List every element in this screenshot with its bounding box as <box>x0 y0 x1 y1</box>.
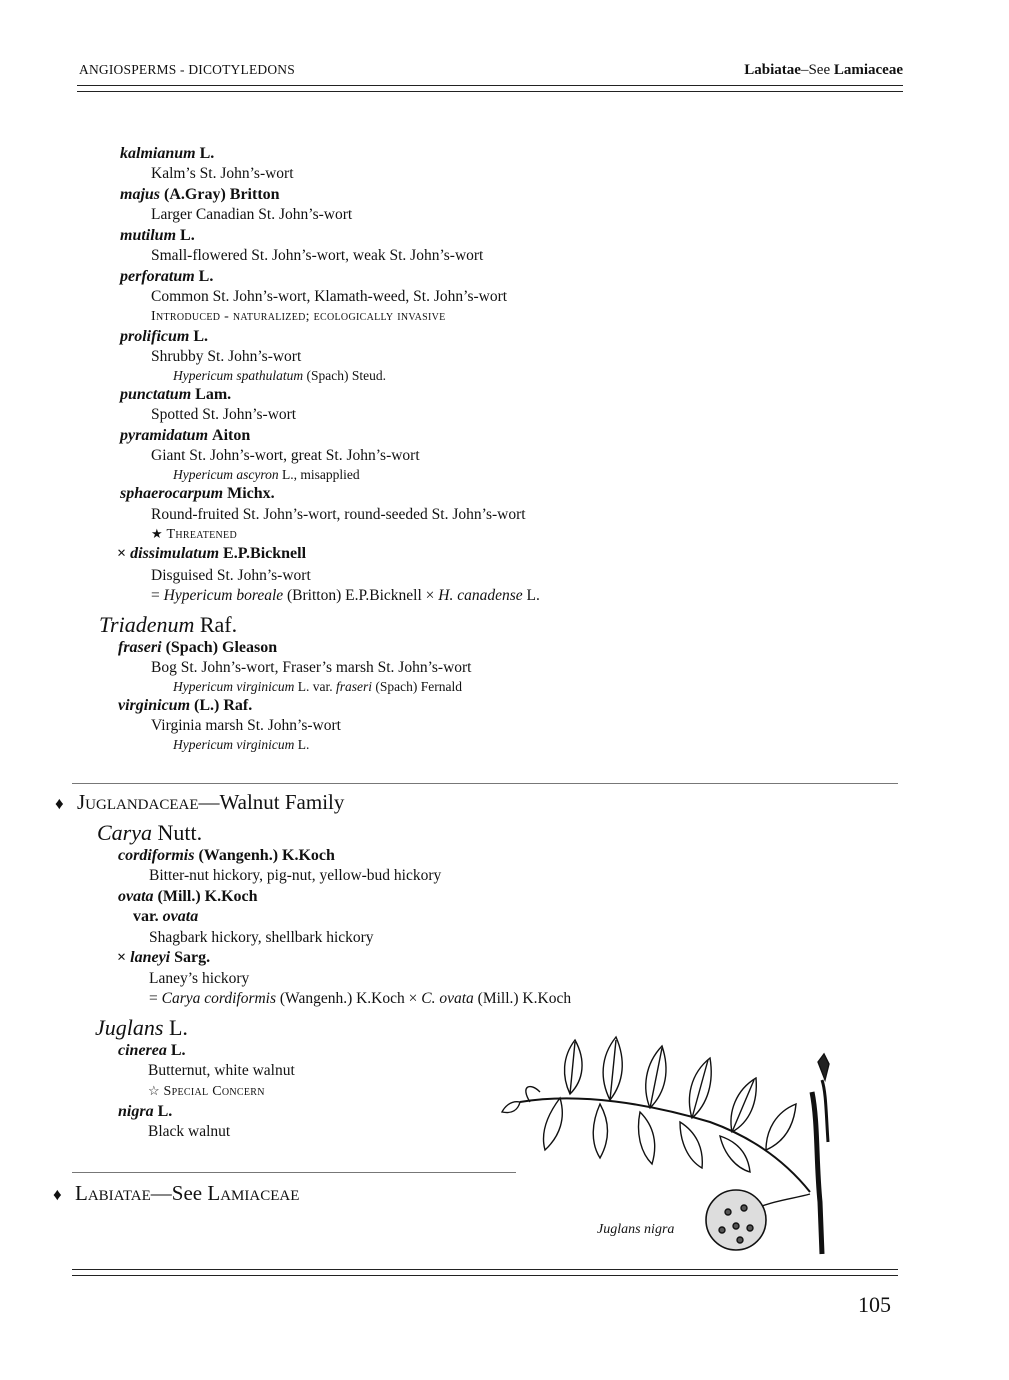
section-divider <box>72 783 898 784</box>
common-name: Bitter-nut hickory, pig-nut, yellow-bud hickory <box>149 867 442 884</box>
synonym: Hypericum virginicum L. <box>173 737 310 752</box>
hybrid-formula: = Hypericum boreale (Britton) E.P.Bicknell × H. canadense L. <box>151 587 540 604</box>
species-name: perforatum L. <box>120 268 214 285</box>
species-name: punctatum Lam. <box>120 386 232 403</box>
common-name: Disguised St. John’s-wort <box>151 567 311 584</box>
variety-name: var. ovata <box>133 908 199 925</box>
common-name: Laney’s hickory <box>149 970 250 987</box>
common-name: Black walnut <box>148 1123 231 1140</box>
diamond-bullet-icon: ♦ <box>55 794 64 813</box>
genus-heading: Triadenum Raf. <box>99 612 238 637</box>
synonym: Hypericum spathulatum (Spach) Steud. <box>173 368 386 383</box>
synonym: Hypericum ascyron L., misapplied <box>173 467 360 482</box>
species-name: cordiformis (Wangenh.) K.Koch <box>118 847 335 864</box>
hybrid-name: × laneyi Sarg. <box>117 949 211 966</box>
common-name: Kalm’s St. John’s-wort <box>151 165 294 182</box>
common-name: Giant St. John’s-wort, great St. John’s-wort <box>151 447 420 464</box>
common-name: Larger Canadian St. John’s-wort <box>151 206 353 223</box>
hybrid-name: × dissimulatum E.P.Bicknell <box>117 545 307 562</box>
family-heading: ♦ Juglandaceae—Walnut Family <box>55 790 345 814</box>
species-name: fraseri (Spach) Gleason <box>118 639 278 656</box>
species-name: ovata (Mill.) K.Koch <box>118 888 258 905</box>
header-family: Labiatae <box>744 62 801 78</box>
outline-star-icon: ☆ <box>148 1083 160 1098</box>
common-name: Butternut, white walnut <box>148 1062 295 1079</box>
hybrid-formula: = Carya cordiformis (Wangenh.) K.Koch × C. ovata (Mill.) K.Koch <box>149 990 572 1007</box>
common-name: Virginia marsh St. John’s-wort <box>151 717 341 734</box>
header-see: –See <box>800 62 834 78</box>
diamond-bullet-icon: ♦ <box>53 1185 62 1204</box>
species-name: pyramidatum Aiton <box>120 427 251 444</box>
species-name: prolificum L. <box>120 328 209 345</box>
header-rule <box>77 85 903 92</box>
species-name: nigra L. <box>118 1103 173 1120</box>
status-label: ★ Threatened <box>151 526 237 542</box>
genus-heading: Carya Nutt. <box>97 820 203 845</box>
filled-star-icon: ★ <box>151 526 163 541</box>
synonym: Hypericum virginicum L. var. fraseri (Spach) Fernald <box>173 679 462 694</box>
page-number: 105 <box>858 1292 891 1317</box>
hybrid-cross-icon: × <box>117 949 127 966</box>
species-name: kalmianum L. <box>120 145 215 162</box>
family-heading: ♦ Labiatae—See Lamiaceae <box>53 1181 300 1205</box>
running-header-left: ANGIOSPERMS - DICOTYLEDONS <box>79 62 295 77</box>
hybrid-cross-icon: × <box>117 545 127 562</box>
running-header-right <box>744 62 903 79</box>
figure-caption: Juglans nigra <box>597 1222 675 1237</box>
species-name: virginicum (L.) Raf. <box>118 697 253 714</box>
common-name: Round-fruited St. John’s-wort, round-seeded St. John’s-wort <box>151 506 526 523</box>
species-name: sphaerocarpum Michx. <box>120 485 275 502</box>
common-name: Small-flowered St. John’s-wort, weak St. John’s-wort <box>151 247 484 264</box>
species-name: mutilum L. <box>120 227 195 244</box>
species-name: cinerea L. <box>118 1042 186 1059</box>
status-label: ☆ Special Concern <box>148 1083 265 1099</box>
common-name: Bog St. John’s-wort, Fraser’s marsh St. John’s-wort <box>151 659 472 676</box>
status-label: Introduced - naturalized; ecologically invasive <box>151 309 446 324</box>
common-name: Spotted St. John’s-wort <box>151 406 297 423</box>
section-divider <box>72 1172 516 1173</box>
common-name: Common St. John’s-wort, Klamath-weed, St. John’s-wort <box>151 288 508 305</box>
common-name: Shagbark hickory, shellbark hickory <box>149 929 374 946</box>
genus-heading: Juglans L. <box>95 1015 188 1040</box>
common-name: Shrubby St. John’s-wort <box>151 348 302 365</box>
species-name: majus (A.Gray) Britton <box>120 186 280 203</box>
header-target: Lamiaceae <box>833 62 903 78</box>
footer-rule <box>72 1269 898 1276</box>
